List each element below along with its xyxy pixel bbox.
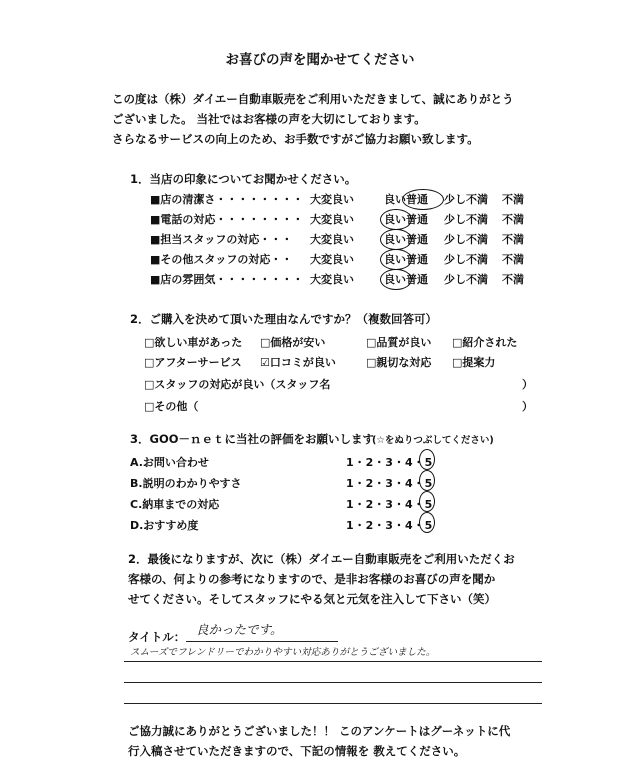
q1-option-dissatisfied[interactable]: 不満 bbox=[502, 193, 524, 206]
q3-row-label: C.納車までの対応 bbox=[130, 498, 220, 511]
comment-body[interactable]: スムーズでフレンドリーでわかりやすい対応ありがとうございました。 bbox=[130, 647, 436, 658]
q1-option-very-good[interactable]: 大変良い bbox=[310, 193, 354, 206]
page-title: お喜びの声を聞かせてください bbox=[225, 52, 415, 68]
q3-rating-scale[interactable]: 1・2・3・4・5 bbox=[346, 519, 433, 532]
title-field-value[interactable]: 良かったです。 bbox=[196, 622, 283, 637]
q1-option-normal[interactable]: 普通 bbox=[406, 253, 428, 266]
intro-line-2: ございました。 当社ではお客様の声を大切にしております。 bbox=[112, 112, 426, 126]
q1-row-label: ■店の清潔さ・・・・・・・・ bbox=[150, 193, 304, 206]
reason-proposal[interactable]: □提案力 bbox=[452, 356, 496, 369]
q1-option-slightly-dissatisfied[interactable]: 少し不満 bbox=[444, 193, 488, 206]
q3-heading-note: (☆をぬりつぶしてください) bbox=[372, 435, 494, 446]
q3-row-label: B.説明のわかりやすさ bbox=[130, 477, 242, 490]
closing-line-1: ご協力誠にありがとうございました！！ このアンケートはグーネットに代 bbox=[128, 724, 511, 738]
selection-circle-mark bbox=[402, 189, 444, 210]
q1-option-slightly-dissatisfied[interactable]: 少し不満 bbox=[444, 253, 488, 266]
reason-staff-good[interactable]: □スタッフの対応が良い（スタッフ名 bbox=[144, 378, 331, 391]
q1-heading: 1．当店の印象についてお聞かせください。 bbox=[130, 172, 357, 186]
comment-line-1 bbox=[124, 661, 542, 662]
q1-option-good[interactable]: 良い bbox=[384, 273, 406, 286]
comment-line-3 bbox=[124, 703, 542, 704]
q1-option-very-good[interactable]: 大変良い bbox=[310, 253, 354, 266]
q1-option-slightly-dissatisfied[interactable]: 少し不満 bbox=[444, 213, 488, 226]
q1-option-dissatisfied[interactable]: 不満 bbox=[502, 273, 524, 286]
q3-heading: 3．GOO－ｎｅｔに当社の評価をお願いします bbox=[130, 432, 374, 446]
intro-line-3: さらなるサービスの向上のため、お手数ですがご協力お願い致します。 bbox=[112, 132, 479, 146]
q1-option-normal[interactable]: 普通 bbox=[406, 213, 428, 226]
q3-row-label: A.お問い合わせ bbox=[130, 456, 209, 469]
rating-circle-mark bbox=[419, 491, 435, 512]
q1-option-normal[interactable]: 普通 bbox=[406, 273, 428, 286]
q2-heading: 2．ご購入を決めて頂いた理由なんですか？（複数回答可） bbox=[130, 312, 437, 326]
q1-row-label: ■店の雰囲気・・・・・・・・ bbox=[150, 273, 304, 286]
title-field-label: タイトル： bbox=[128, 630, 186, 644]
q3-rating-scale[interactable]: 1・2・3・4・5 bbox=[346, 498, 433, 511]
title-underline bbox=[186, 641, 338, 642]
q1-option-good[interactable]: 良い bbox=[384, 233, 406, 246]
q1-row-label: ■担当スタッフの対応・・・ bbox=[150, 233, 293, 246]
rating-circle-mark bbox=[419, 449, 435, 470]
other-close-paren: ） bbox=[522, 400, 533, 413]
q1-option-good[interactable]: 良い bbox=[384, 253, 406, 266]
staff-close-paren: ） bbox=[522, 378, 533, 391]
reason-after-service[interactable]: □アフターサービス bbox=[144, 356, 242, 369]
rating-circle-mark bbox=[419, 470, 435, 491]
q1-option-very-good[interactable]: 大変良い bbox=[310, 213, 354, 226]
rating-circle-mark bbox=[419, 512, 435, 533]
q1-option-slightly-dissatisfied[interactable]: 少し不満 bbox=[444, 273, 488, 286]
q1-option-dissatisfied[interactable]: 不満 bbox=[502, 233, 524, 246]
reason-other[interactable]: □その他（ bbox=[144, 400, 199, 413]
q1-option-dissatisfied[interactable]: 不満 bbox=[502, 213, 524, 226]
comment-line-2 bbox=[124, 682, 542, 683]
q1-option-normal[interactable]: 普通 bbox=[406, 193, 428, 206]
q3-rating-scale[interactable]: 1・2・3・4・5 bbox=[346, 477, 433, 490]
reason-quality[interactable]: □品質が良い bbox=[366, 336, 432, 349]
q4-line-1: 2．最後になりますが、次に（株）ダイエー自動車販売をご利用いただくお bbox=[128, 552, 515, 566]
q3-row-label: D.おすすめ度 bbox=[130, 519, 199, 532]
q1-option-slightly-dissatisfied[interactable]: 少し不満 bbox=[444, 233, 488, 246]
q1-option-very-good[interactable]: 大変良い bbox=[310, 273, 354, 286]
q1-row-label: ■電話の対応・・・・・・・・ bbox=[150, 213, 304, 226]
reason-low-price[interactable]: □価格が安い bbox=[260, 336, 326, 349]
reason-wanted-car[interactable]: □欲しい車があった bbox=[144, 336, 243, 349]
q4-line-3: せてください。そしてスタッフにやる気と元気を注入して下さい（笑） bbox=[128, 592, 496, 606]
reason-kind-service[interactable]: □親切な対応 bbox=[366, 356, 432, 369]
q3-rating-scale[interactable]: 1・2・3・4・5 bbox=[346, 456, 433, 469]
q4-line-2: 客様の、何よりの参考になりますので、是非お客様のお喜びの声を聞か bbox=[128, 572, 496, 586]
intro-line-1: この度は（株）ダイエー自動車販売をご利用いただきまして、誠にありがとう bbox=[112, 92, 514, 106]
q1-option-very-good[interactable]: 大変良い bbox=[310, 233, 354, 246]
q1-row-label: ■その他スタッフの対応・・ bbox=[150, 253, 293, 266]
q1-option-good[interactable]: 良い bbox=[384, 213, 406, 226]
reason-word-of-mouth[interactable]: ☑口コミが良い bbox=[260, 356, 336, 369]
reason-referred[interactable]: □紹介された bbox=[452, 336, 518, 349]
q1-option-dissatisfied[interactable]: 不満 bbox=[502, 253, 524, 266]
q1-option-good[interactable]: 良い bbox=[384, 193, 406, 206]
q1-option-normal[interactable]: 普通 bbox=[406, 233, 428, 246]
closing-line-2: 行入稿させていただきますので、下記の情報を 教えてください。 bbox=[128, 744, 466, 758]
